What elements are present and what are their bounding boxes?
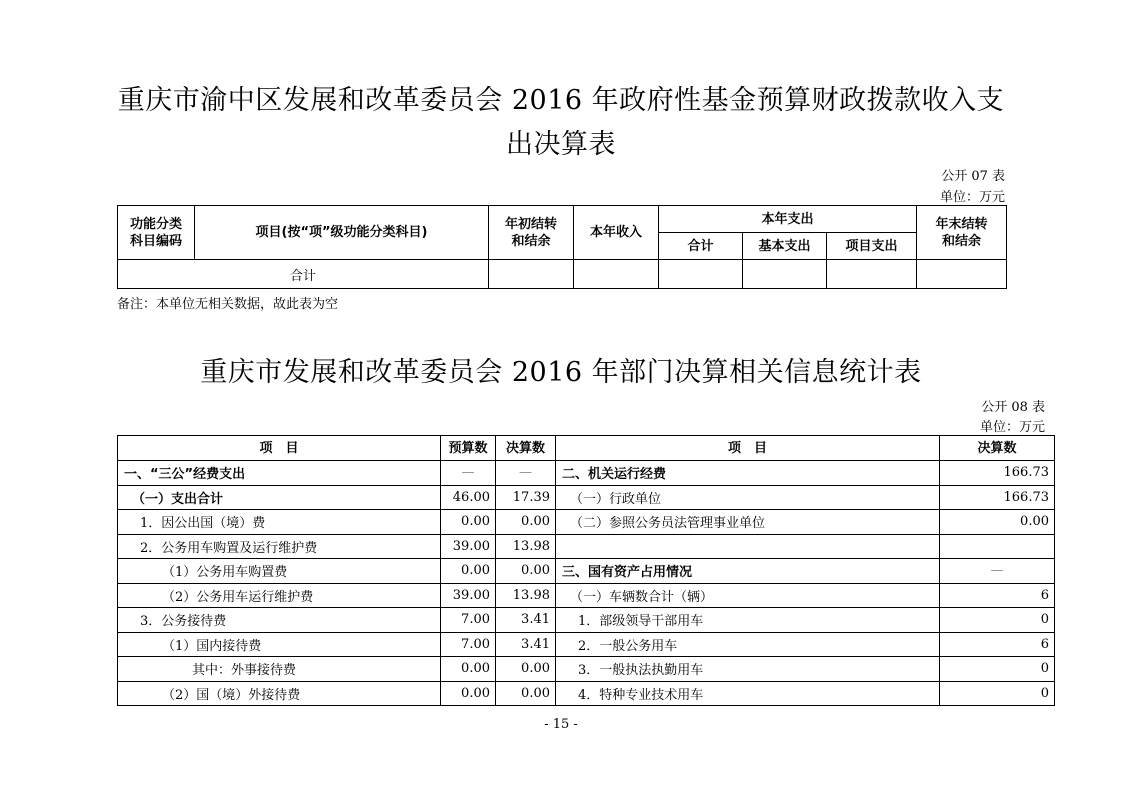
doc1-table-number: 公开 07 表 — [941, 169, 1005, 184]
table-row — [118, 534, 1055, 559]
row-right-label: 二、机关运行经费 — [556, 461, 940, 486]
row-left-label: （2）公务用车运行维护费 — [118, 583, 441, 608]
row-right-label: 1．部级领导干部用车 — [556, 608, 940, 633]
header-function-code-line2: 科目编码 — [129, 233, 182, 249]
header-begin-balance — [489, 206, 574, 260]
row-final-value: 13.98 — [496, 583, 556, 608]
doc2-unit: 单位：万元 — [979, 420, 1045, 435]
total-row-label: 合计 — [118, 260, 489, 289]
row-left-label: 一、“三公”经费支出 — [118, 461, 441, 486]
header-budget: 预算数 — [441, 436, 496, 461]
header-expense-project: 项目支出 — [827, 233, 917, 260]
row-right-value: 0 — [940, 681, 1055, 706]
header-end-balance-line2: 和结余 — [942, 233, 982, 249]
row-right-value: 6 — [940, 632, 1055, 657]
total-expense-cell — [659, 260, 743, 289]
row-right-value: 166.73 — [940, 485, 1055, 510]
header-item: 项目(按“项”级功能分类科目) — [195, 206, 489, 260]
header-end-balance — [917, 206, 1007, 260]
header-function-code — [118, 206, 195, 260]
header-expense-total: 合计 — [659, 233, 743, 260]
header-begin-balance-line2: 和结余 — [511, 233, 551, 249]
row-budget-value: 46.00 — [441, 485, 496, 510]
doc2-table — [117, 435, 1055, 706]
row-right-label: （二）参照公务员法管理事业单位 — [556, 510, 940, 535]
row-budget-value: 0.00 — [441, 681, 496, 706]
doc2-table-number: 公开 08 表 — [981, 400, 1045, 415]
header-expense-group: 本年支出 — [659, 206, 917, 233]
row-final-value: 0.00 — [496, 657, 556, 682]
row-left-label: （2）国（境）外接待费 — [118, 681, 441, 706]
table-row — [118, 632, 1055, 657]
row-budget-value: 7.00 — [441, 608, 496, 633]
row-left-label: （一）支出合计 — [118, 485, 441, 510]
row-right-value: — — [940, 559, 1055, 584]
doc1-table — [117, 205, 1007, 289]
row-left-label: 3．公务接待费 — [118, 608, 441, 633]
total-end-balance-cell — [917, 260, 1007, 289]
row-right-label: 三、国有资产占用情况 — [556, 559, 940, 584]
row-budget-value: 0.00 — [441, 657, 496, 682]
row-right-label: （一）车辆数合计（辆） — [556, 583, 940, 608]
row-right-value: 0.00 — [940, 510, 1055, 535]
total-project-cell — [827, 260, 917, 289]
row-budget-value: 39.00 — [441, 534, 496, 559]
row-budget-value: 0.00 — [441, 510, 496, 535]
row-right-label: 4．特种专业技术用车 — [556, 681, 940, 706]
row-final-value: 17.39 — [496, 485, 556, 510]
header-item-left: 项 目 — [118, 436, 441, 461]
row-right-value: 0 — [940, 657, 1055, 682]
row-right-label — [556, 534, 940, 559]
doc1-note: 备注：本单位无相关数据，故此表为空 — [117, 297, 339, 312]
row-right-value: 6 — [940, 583, 1055, 608]
row-final-value: 0.00 — [496, 559, 556, 584]
row-final-value: 0.00 — [496, 510, 556, 535]
doc2-table-body — [118, 461, 1055, 706]
table-row — [118, 485, 1055, 510]
header-item-right: 项 目 — [556, 436, 940, 461]
table-row — [118, 461, 1055, 486]
row-final-value: — — [496, 461, 556, 486]
page-number: - 15 - — [544, 717, 578, 732]
row-left-label: （1）国内接待费 — [118, 632, 441, 657]
row-right-label: （一）行政单位 — [556, 485, 940, 510]
doc1-title-line2: 出决算表 — [506, 129, 616, 160]
row-right-value: 166.73 — [940, 461, 1055, 486]
row-final-value: 13.98 — [496, 534, 556, 559]
table-row — [118, 608, 1055, 633]
table-row — [118, 559, 1055, 584]
row-budget-value: — — [441, 461, 496, 486]
row-right-value: 0 — [940, 608, 1055, 633]
row-right-label: 2．一般公务用车 — [556, 632, 940, 657]
row-right-label: 3．一般执法执勤用车 — [556, 657, 940, 682]
row-budget-value: 0.00 — [441, 559, 496, 584]
header-expense-basic: 基本支出 — [743, 233, 827, 260]
row-left-label: 其中：外事接待费 — [118, 657, 441, 682]
header-final-right: 决算数 — [940, 436, 1055, 461]
row-final-value: 0.00 — [496, 681, 556, 706]
doc1-title-line1: 重庆市渝中区发展和改革委员会 2016 年政府性基金预算财政拨款收入支 — [117, 85, 1005, 116]
table-row — [118, 681, 1055, 706]
row-left-label: （1）公务用车购置费 — [118, 559, 441, 584]
doc1-unit: 单位：万元 — [939, 190, 1005, 205]
row-budget-value: 7.00 — [441, 632, 496, 657]
row-final-value: 3.41 — [496, 608, 556, 633]
header-end-balance-line1: 年末结转 — [935, 216, 988, 232]
header-final-left: 决算数 — [496, 436, 556, 461]
row-final-value: 3.41 — [496, 632, 556, 657]
row-budget-value: 39.00 — [441, 583, 496, 608]
row-left-label: 2．公务用车购置及运行维护费 — [118, 534, 441, 559]
table-row — [118, 583, 1055, 608]
total-basic-cell — [743, 260, 827, 289]
table-row — [118, 510, 1055, 535]
header-income: 本年收入 — [574, 206, 659, 260]
total-income-cell — [574, 260, 659, 289]
header-begin-balance-line1: 年初结转 — [504, 216, 557, 232]
doc2-title: 重庆市发展和改革委员会 2016 年部门决算相关信息统计表 — [200, 357, 922, 388]
table-row — [118, 657, 1055, 682]
header-function-code-line1: 功能分类 — [129, 216, 182, 232]
row-right-value — [940, 534, 1055, 559]
total-begin-balance-cell — [489, 260, 574, 289]
row-left-label: 1．因公出国（境）费 — [118, 510, 441, 535]
